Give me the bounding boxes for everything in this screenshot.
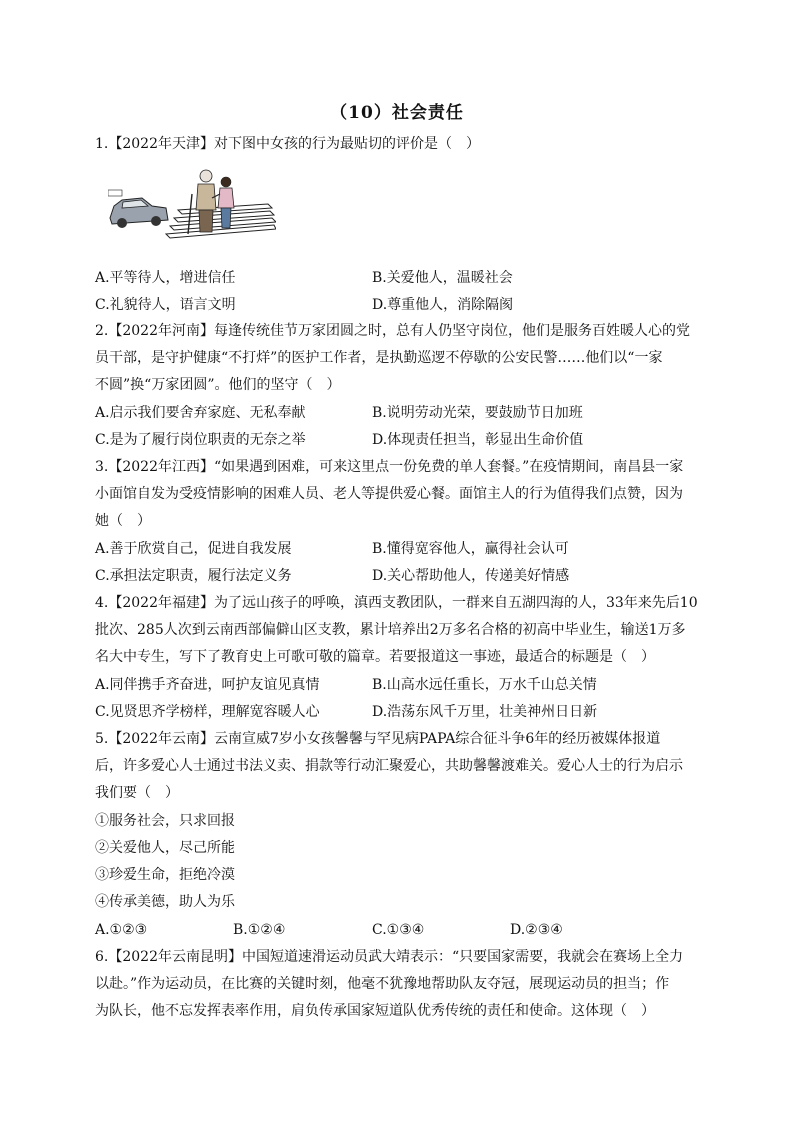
- crosswalk-illustration: [108, 166, 276, 240]
- option-a: A.①②③: [95, 922, 148, 938]
- statement-3: ③珍爱生命，拒绝冷漠: [95, 867, 235, 883]
- question-4-stem-line-3: 名大中专生，写下了教育史上可歌可敬的篇章。若要报道这一事迹，最适合的标题是（ ）: [95, 649, 655, 665]
- option-d: D.体现责任担当，彰显出生命价值: [372, 432, 584, 448]
- option-d: D.②③④: [510, 922, 563, 938]
- question-4-stem-line-1: 4.【2022年福建】为了远山孩子的呼唤，滇西支教团队，一群来自五湖四海的人，33年来先后10: [95, 595, 698, 611]
- option-b: B.关爱他人，温暖社会: [372, 270, 513, 286]
- option-b: B.懂得宽容他人，赢得社会认可: [372, 541, 569, 557]
- car-icon: [108, 190, 168, 228]
- statement-4: ④传承美德，助人为乐: [95, 894, 235, 910]
- option-b: B.山高水远任重长，万水千山总关情: [372, 677, 597, 693]
- option-c: C.礼貌待人，语言文明: [95, 297, 236, 313]
- question-2-stem-line-1: 2.【2022年河南】每逢传统佳节万家团圆之时，总有人仍坚守岗位，他们是服务百姓暖人心的党: [95, 323, 690, 339]
- option-d: D.浩荡东风千万里，壮美神州日日新: [372, 704, 598, 720]
- question-5-stem-line-3: 我们要（ ）: [95, 785, 179, 801]
- question-6-stem-line-1: 6.【2022年云南昆明】中国短道速滑运动员武大靖表示：“只要国家需要，我就会在赛场上全力: [95, 949, 684, 965]
- option-b: B.说明劳动光荣，要鼓励节日加班: [372, 405, 583, 421]
- option-a: A.同伴携手齐奋进，呵护友谊见真情: [95, 677, 320, 693]
- question-3-stem-line-3: 她（ ）: [95, 513, 151, 529]
- option-b: B.①②④: [233, 922, 286, 938]
- option-d: D.关心帮助他人，传递美好情感: [372, 568, 570, 584]
- option-c: C.①③④: [372, 922, 425, 938]
- question-6-stem-line-2: 以赴。”作为运动员，在比赛的关键时刻，他毫不犹豫地帮助队友夺冠，展现运动员的担当；作: [95, 976, 670, 992]
- question-2-stem-line-3: 不圆”换“万家团圆”。他们的坚守（ ）: [95, 377, 341, 393]
- option-a: A.平等待人，增进信任: [95, 270, 236, 286]
- question-4-stem-line-2: 批次、285人次到云南西部偏僻山区支教，累计培养出2万多名合格的初高中毕业生，输送1万多: [95, 622, 686, 638]
- page-title: （10）社会责任: [330, 103, 464, 123]
- question-5-stem-line-2: 后，许多爱心人士通过书法义卖、捐款等行动汇聚爱心，共助馨馨渡难关。爱心人士的行为启示: [95, 758, 683, 774]
- statement-1: ①服务社会，只求回报: [95, 813, 235, 829]
- question-2-stem-line-2: 员干部，是守护健康“不打烊”的医护工作者，是执勤巡逻不停歇的公安民警……他们以“一家: [95, 350, 663, 366]
- question-1-stem: 1.【2022年天津】对下图中女孩的行为最贴切的评价是（ ）: [95, 136, 480, 152]
- question-3-stem-line-2: 小面馆自发为受疫情影响的困难人员、老人等提供爱心餐。面馆主人的行为值得我们点赞，因为: [95, 486, 683, 502]
- option-c: C.是为了履行岗位职责的无奈之举: [95, 432, 306, 448]
- statement-2: ②关爱他人，尽己所能: [95, 840, 235, 856]
- question-5-stem-line-1: 5.【2022年云南】云南宣威7岁小女孩馨馨与罕见病PAPA综合征斗争6年的经历被媒体报道: [95, 731, 661, 747]
- option-d: D.尊重他人，消除隔阂: [372, 297, 514, 313]
- question-3-stem-line-1: 3.【2022年江西】“如果遇到困难，可来这里点一份免费的单人套餐。”在疫情期间，南昌县一家: [95, 459, 684, 475]
- question-6-stem-line-3: 为队长，他不忘发挥表率作用，肩负传承国家短道队优秀传统的责任和使命。这体现（ ）: [95, 1003, 655, 1019]
- option-a: A.善于欣赏自己，促进自我发展: [95, 541, 292, 557]
- option-c: C.见贤思齐学榜样，理解宽容暖人心: [95, 704, 320, 720]
- option-a: A.启示我们要舍弃家庭、无私奉献: [95, 405, 306, 421]
- option-c: C.承担法定职责，履行法定义务: [95, 568, 292, 584]
